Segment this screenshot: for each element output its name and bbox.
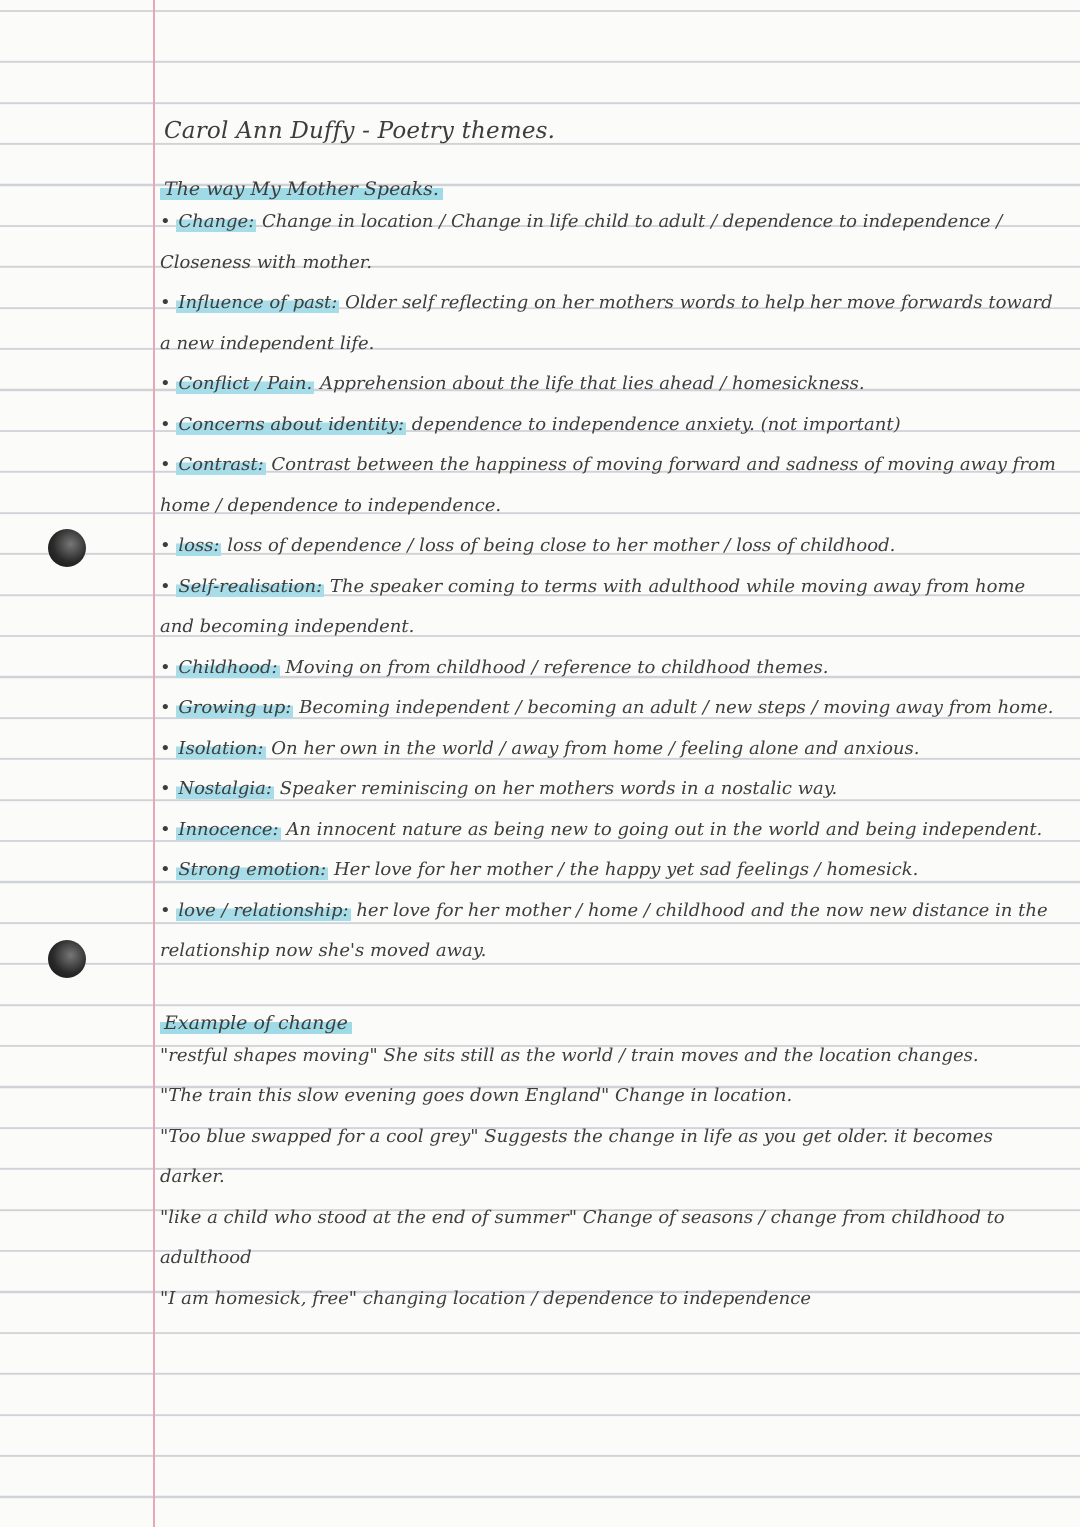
theme-text: dependence to independence anxiety. (not important) <box>411 413 901 435</box>
theme-label: Growing up: <box>178 697 292 718</box>
binder-hole <box>48 940 86 978</box>
theme-item: • Childhood: Moving on from childhood / reference to childhood themes. <box>160 656 829 678</box>
theme-text: On her own in the world / away from home / feeling alone and anxious. <box>271 737 920 759</box>
section-heading: The way My Mother Speaks. <box>160 178 443 200</box>
theme-item: • Self-realisation: The speaker coming to terms with adulthood while moving away from home and becoming independent. <box>160 575 1026 637</box>
theme-label: Innocence: <box>178 818 279 840</box>
theme-item: • Influence of past: Older self reflecting on her mothers words to help her move forwards toward a new independent life. <box>160 292 1053 354</box>
theme-text: Moving on from childhood / reference to childhood themes. <box>285 656 829 678</box>
theme-label: Childhood: <box>178 656 278 678</box>
theme-item: • Nostalgia: Speaker reminiscing on her mothers words in a nostalic way. <box>160 778 838 799</box>
theme-label: Nostalgia: <box>178 778 272 799</box>
quote-line: "Too blue swapped for a cool grey" Suggests the change in life as you get older. it becomes darker. <box>160 1125 993 1187</box>
theme-label: Concerns about identity: <box>178 413 405 435</box>
theme-item: • Conflict / Pain. Apprehension about the life that lies ahead / homesickness. <box>160 373 865 394</box>
section-heading: Example of change <box>160 1012 352 1034</box>
theme-item: • Isolation: On her own in the world / away from home / feeling alone and anxious. <box>160 737 920 759</box>
theme-label: love / relationship: <box>178 899 349 921</box>
themes-list <box>160 202 1060 972</box>
theme-text: Her love for her mother / the happy yet sad feelings / homesick. <box>333 859 919 880</box>
theme-item: • Strong emotion: Her love for her mother / the happy yet sad feelings / homesick. <box>160 859 919 880</box>
handwritten-notes <box>160 118 1060 1319</box>
theme-text: Change in location / Change in life child to adult / dependence to independence / Closeness with mother. <box>160 211 1003 273</box>
quote-line: "I am homesick, free" changing location / dependence to independence <box>160 1287 811 1309</box>
theme-label: Influence of past: <box>178 292 338 313</box>
theme-text: An innocent nature as being new to going out in the world and being independent. <box>286 818 1043 840</box>
theme-label: Self-realisation: <box>178 575 323 597</box>
theme-label: Change: <box>178 211 255 232</box>
theme-item: • Growing up: Becoming independent / becoming an adult / new steps / moving away from home. <box>160 697 1054 718</box>
theme-item: • Contrast: Contrast between the happiness of moving forward and sadness of moving away from home / dependence to independence. <box>160 454 1056 516</box>
theme-text: Becoming independent / becoming an adult / new steps / moving away from home. <box>299 697 1054 718</box>
theme-item: • love / relationship: her love for her mother / home / childhood and the now new distance in the relationship now she's moved away. <box>160 899 1048 961</box>
theme-label: Contrast: <box>178 454 264 475</box>
theme-label: Isolation: <box>178 737 264 759</box>
binder-hole <box>48 529 86 567</box>
theme-text: Apprehension about the life that lies ahead / homesickness. <box>319 373 865 394</box>
section-the-way-my-mother-speaks <box>160 178 1060 972</box>
theme-text: her love for her mother / home / childhood and the now new distance in the relationship now she's moved away. <box>160 899 1048 961</box>
theme-item: • Change: Change in location / Change in life child to adult / dependence to independence / Closeness with mother. <box>160 211 1003 273</box>
theme-text: Older self reflecting on her mothers words to help her move forwards toward a new independent life. <box>160 292 1053 354</box>
quote-line: "The train this slow evening goes down England" Change in location. <box>160 1085 793 1106</box>
theme-item: • loss: loss of dependence / loss of being close to her mother / loss of childhood. <box>160 535 896 556</box>
theme-label: loss: <box>178 535 220 556</box>
theme-item: • Concerns about identity: dependence to independence anxiety. (not important) <box>160 413 901 435</box>
theme-text: The speaker coming to terms with adulthood while moving away from home and becoming independent. <box>160 575 1026 637</box>
theme-text: Contrast between the happiness of moving forward and sadness of moving away from home / dependence to independence. <box>160 454 1056 516</box>
quote-line: "like a child who stood at the end of summer" Change of seasons / change from childhood to adulthood <box>160 1206 1005 1268</box>
theme-text: Speaker reminiscing on her mothers words in a nostalic way. <box>279 778 838 799</box>
theme-item: • Innocence: An innocent nature as being new to going out in the world and being independent. <box>160 818 1043 840</box>
quote-line: "restful shapes moving" She sits still as the world / train moves and the location changes. <box>160 1044 979 1066</box>
theme-text: loss of dependence / loss of being close to her mother / loss of childhood. <box>227 535 896 556</box>
theme-label: Conflict / Pain. <box>178 373 313 394</box>
page-title: Carol Ann Duffy - Poetry themes. <box>164 118 556 144</box>
section-example-of-change <box>160 1012 1060 1320</box>
theme-label: Strong emotion: <box>178 859 327 880</box>
quotes-list <box>160 1036 1060 1320</box>
section-gap <box>160 972 1060 1012</box>
